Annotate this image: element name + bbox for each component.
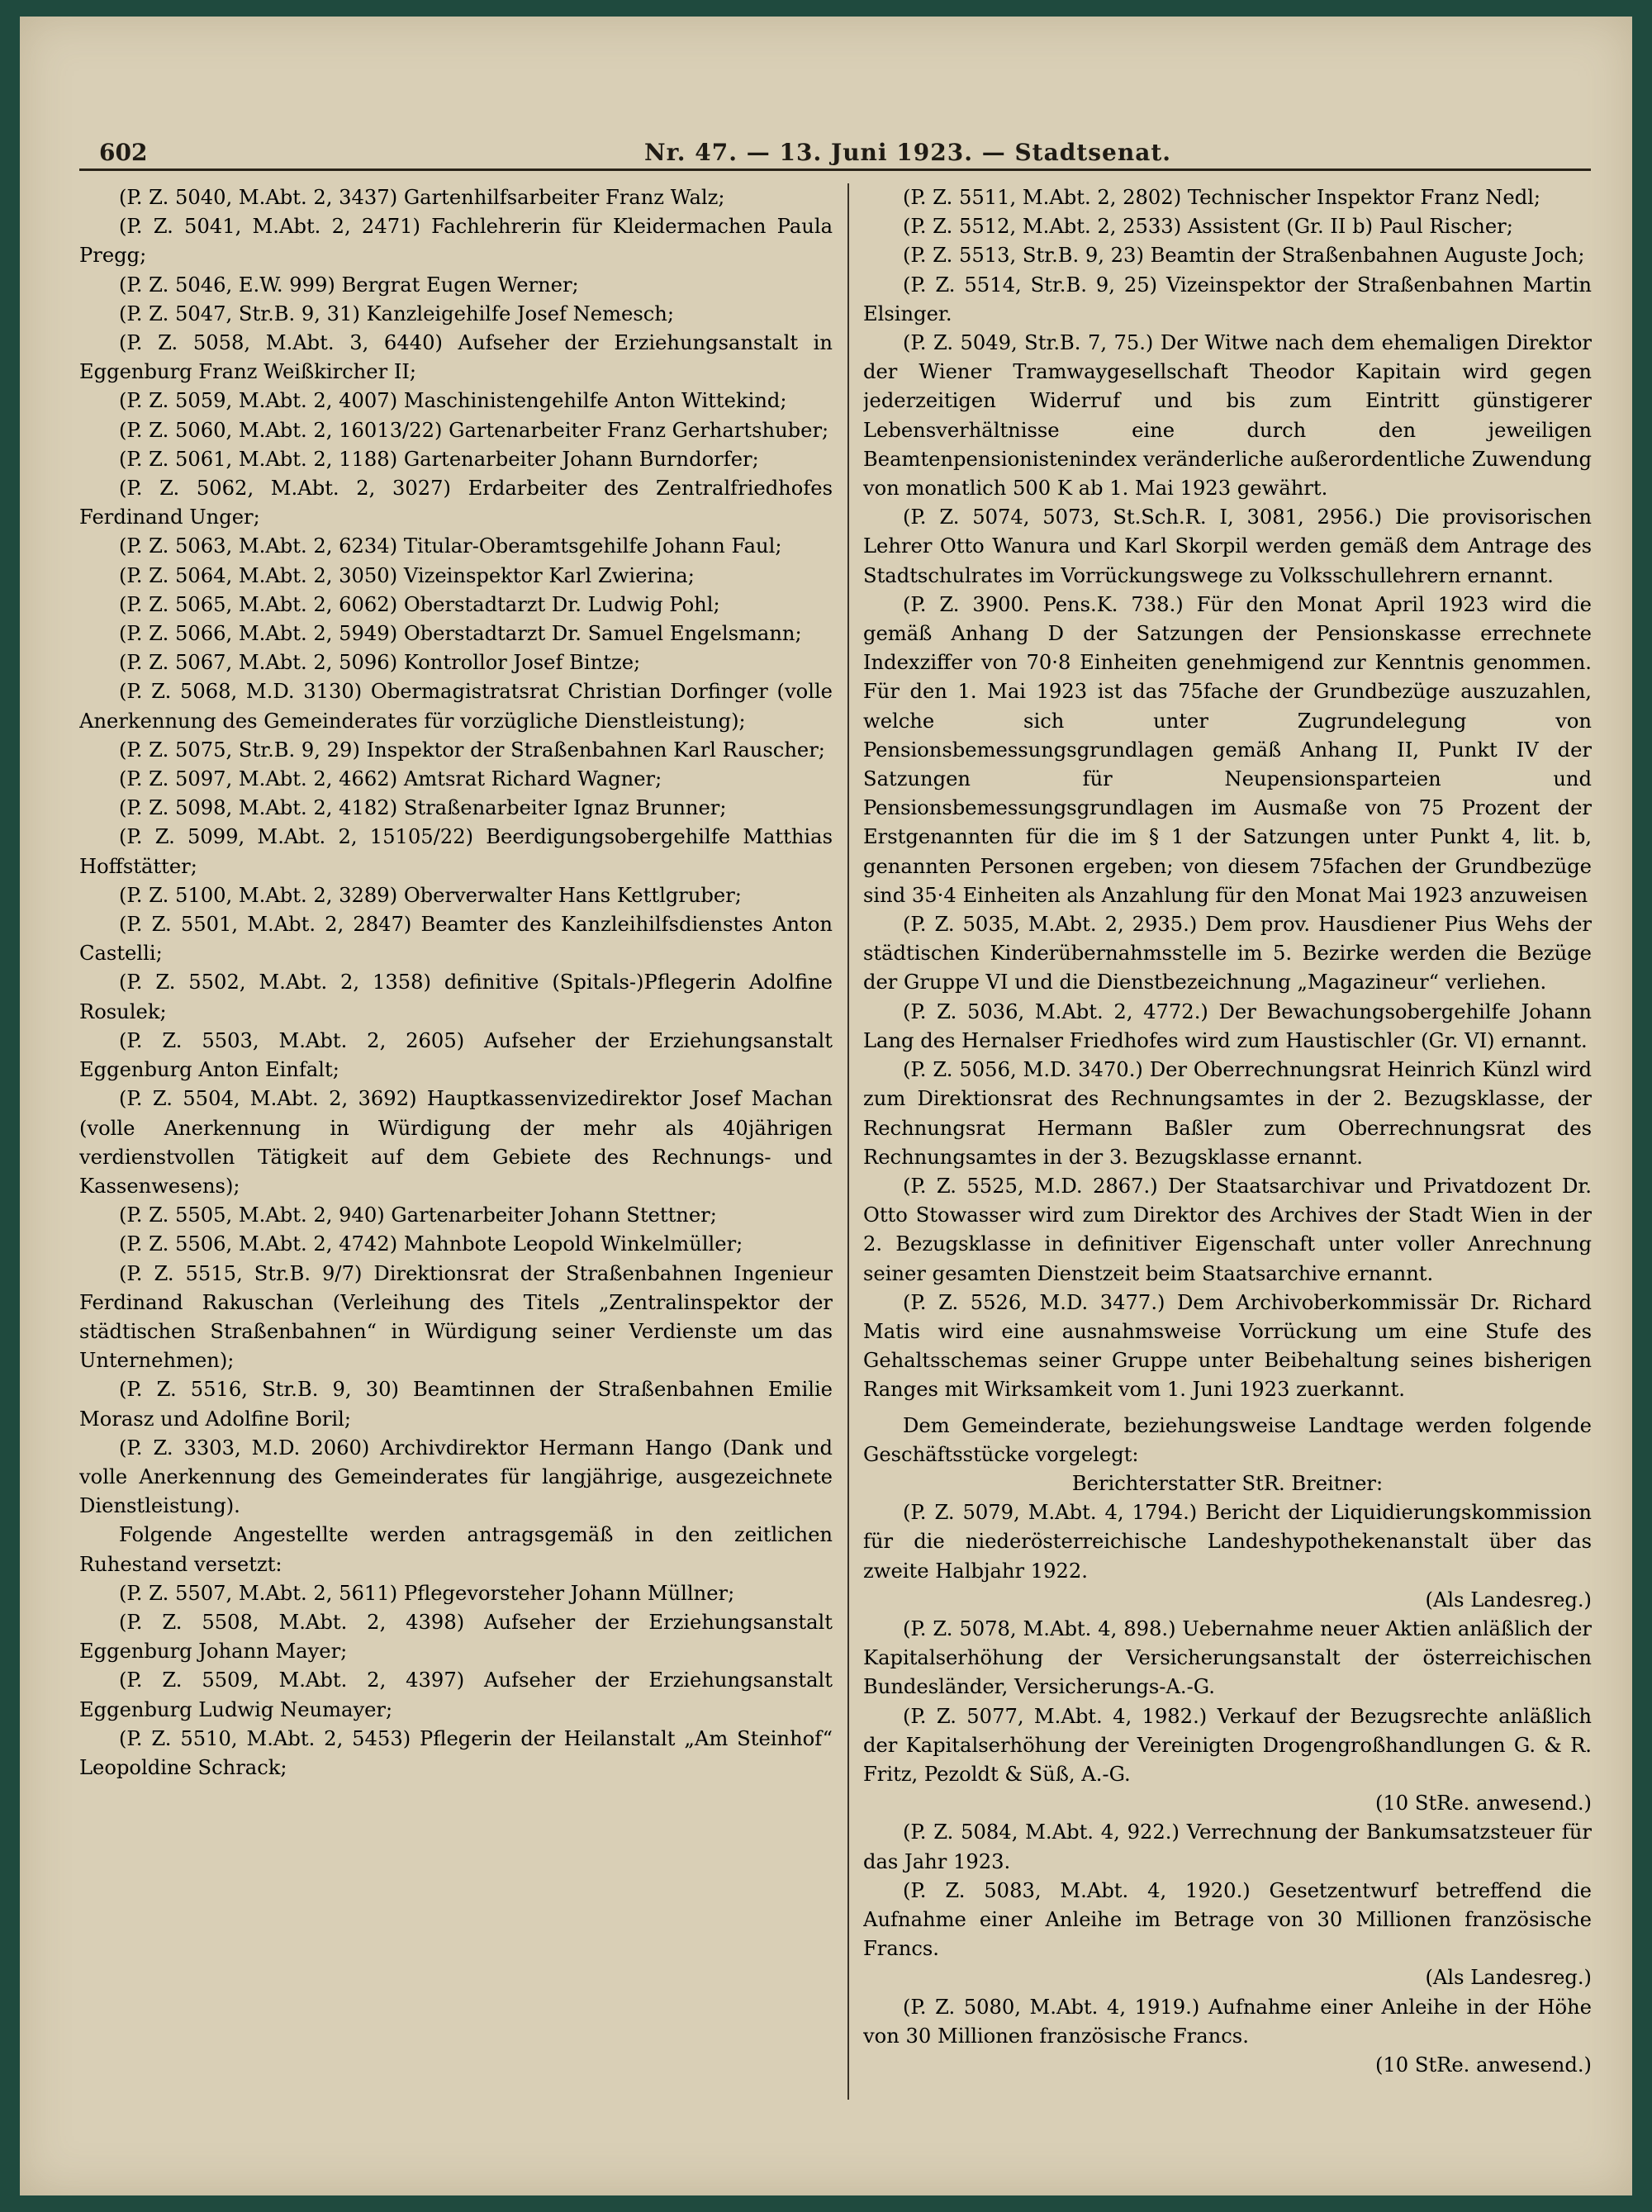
entry: (P. Z. 3303, M.D. 2060) Archivdirektor Hermann Hango (Dank und volle Anerkennung des Gemeinderates für langjährige, ausgezeichnete Dienstleistung). bbox=[79, 1436, 833, 1518]
right-column bbox=[863, 183, 1592, 2162]
entry: (P. Z. 5526, M.D. 3477.) Dem Archivoberkommissär Dr. Richard Matis wird eine ausnahmsweise Vorrückung um eine Stufe des Gehaltsschemas seiner Gruppe unter Beibehaltung seines bisherigen Ranges mit Wirksamkeit vom 1. Juni 1923 zuerkannt. bbox=[863, 1290, 1592, 1402]
entry: (P. Z. 5504, M.Abt. 2, 3692) Hauptkassenvizedirektor Josef Machan (volle Anerkennung in Würdigung der mehr als 40jährigen verdienstvollen Tätigkeit auf dem Gebiete des Rechnungs- und Kassenwesens); bbox=[79, 1087, 833, 1198]
council-item: (P. Z. 5078, M.Abt. 4, 898.) Uebernahme neuer Aktien anläßlich der Kapitalserhöhung der Versicherungsanstalt der österreichischen Bundesländer, Versicherungs-A.-G. bbox=[863, 1616, 1592, 1699]
entry: (P. Z. 5049, Str.B. 7, 75.) Der Witwe nach dem ehemaligen Direktor der Wiener Tramwaygesellschaft Theodor Kapitain wird gegen jederzeitigen Widerruf und bis zum Eintritt günstigerer Lebensverhältnisse eine durch den jeweiligen Beamtenpensionistenindex veränderliche außerordentliche Zuwendung von monatlich 500 K ab 1. Mai 1923 gewährt. bbox=[863, 331, 1592, 501]
council-item-note: (Als Landesreg.) bbox=[1425, 1966, 1592, 1990]
entry: (P. Z. 5062, M.Abt. 2, 3027) Erdarbeiter des Zentralfriedhofes Ferdinand Unger; bbox=[79, 477, 833, 529]
council-item-note: (Als Landesreg.) bbox=[1425, 1588, 1592, 1612]
entry: (P. Z. 5512, M.Abt. 2, 2533) Assistent (Gr. II b) Paul Rischer; bbox=[903, 215, 1513, 239]
retirement-intro: Folgende Angestellte werden antragsgemäß in den zeitlichen Ruhestand versetzt: bbox=[79, 1523, 833, 1576]
council-item-note: (10 StRe. anwesend.) bbox=[1374, 1792, 1592, 1816]
entry: (P. Z. 5047, Str.B. 9, 31) Kanzleigehilfe Josef Nemesch; bbox=[119, 301, 675, 325]
entry: (P. Z. 5061, M.Abt. 2, 1188) Gartenarbeiter Johann Burndorfer; bbox=[119, 447, 759, 471]
entry: (P. Z. 5502, M.Abt. 2, 1358) definitive (Spitals-)Pflegerin Adolfine Rosulek; bbox=[79, 971, 833, 1023]
entry: (P. Z. 5515, Str.B. 9/7) Direktionsrat der Straßenbahnen Ingenieur Ferdinand Rakuschan (Verleihung des Titels „Zentralinspektor der städtischen Straßenbahnen“ in Würdigung seiner Verdienste um das Unternehmen); bbox=[79, 1261, 833, 1373]
entry: (P. Z. 5097, M.Abt. 2, 4662) Amtsrat Richard Wagner; bbox=[119, 767, 662, 791]
entry: (P. Z. 5035, M.Abt. 2, 2935.) Dem prov. Hausdiener Pius Wehs der städtischen Kinderübernahmsstelle im 5. Bezirke werden die Bezüge der Gruppe VI und die Dienstbezeichnung „Magazineur“ verliehen. bbox=[863, 913, 1592, 994]
entry: (P. Z. 5041, M.Abt. 2, 2471) Fachlehrerin für Kleidermachen Paula Pregg; bbox=[79, 215, 833, 268]
entry: (P. Z. 5058, M.Abt. 3, 6440) Aufseher der Erziehungsanstalt in Eggenburg Franz Weißkircher II; bbox=[79, 331, 833, 384]
entry: (P. Z. 5510, M.Abt. 2, 5453) Pflegerin der Heilanstalt „Am Steinhof“ Leopoldine Schrack; bbox=[79, 1726, 833, 1779]
entry: (P. Z. 5074, 5073, St.Sch.R. I, 3081, 2956.) Die provisorischen Lehrer Otto Wanura und Karl Skorpil werden gemäß dem Antrage des Stadtschulrates im Vorrückungswege zu Volksschullehrern ernannt. bbox=[863, 506, 1592, 587]
entry: (P. Z. 3900. Pens.K. 738.) Für den Monat April 1923 wird die gemäß Anhang D der Satzungen der Pensionskasse errechnete Indexziffer von 70·8 Einheiten genehmigend zur Kenntnis genommen. Für den 1. Mai 1923 ist das 75fache der Grundbezüge auszuzahlen, welche sich unter Zugrundelegung von Pensionsbemessungsgrundlagen gemäß Anhang II, Punkt IV der Satzungen für Neupensionsparteien und Pensionsbemessungsgrundlagen im Ausmaße von 75 Prozent der Erstgenannten für die im § 1 der Satzungen unter Punkt 4, lit. b, genannten Personen ergeben; von diesem 75fachen der Grundbezüge sind 35·4 Einheiten als Anzahlung für den Monat Mai 1923 anzuweisen bbox=[863, 592, 1592, 907]
entry: (P. Z. 5068, M.D. 3130) Obermagistratsrat Christian Dorfinger (volle Anerkennung des Gemeinderates für vorzügliche Dienstleistung); bbox=[79, 680, 833, 733]
entry: (P. Z. 5513, Str.B. 9, 23) Beamtin der Straßenbahnen Auguste Joch; bbox=[903, 244, 1585, 268]
entry: (P. Z. 5063, M.Abt. 2, 6234) Titular-Oberamtsgehilfe Johann Faul; bbox=[119, 534, 782, 558]
entry: (P. Z. 5516, Str.B. 9, 30) Beamtinnen der Straßenbahnen Emilie Morasz und Adolfine Boril; bbox=[79, 1378, 833, 1431]
entry: (P. Z. 5067, M.Abt. 2, 5096) Kontrollor Josef Bintze; bbox=[119, 651, 641, 675]
entry: (P. Z. 5046, E.W. 999) Bergrat Eugen Werner; bbox=[119, 273, 579, 297]
entry: (P. Z. 5514, Str.B. 9, 25) Vizeinspektor der Straßenbahnen Martin Elsinger. bbox=[863, 273, 1592, 325]
council-item: (P. Z. 5079, M.Abt. 4, 1794.) Bericht der Liquidierungskommission für die niederösterreichische Landeshypothekenanstalt über das zweite Halbjahr 1922. bbox=[863, 1501, 1592, 1583]
entry: (P. Z. 5036, M.Abt. 2, 4772.) Der Bewachungsobergehilfe Johann Lang des Hernalser Friedhofes wird zum Haustischler (Gr. VI) ernannt. bbox=[863, 999, 1592, 1052]
entry: (P. Z. 5040, M.Abt. 2, 3437) Gartenhilfsarbeiter Franz Walz; bbox=[119, 186, 725, 209]
left-column bbox=[79, 183, 833, 2162]
entry: (P. Z. 5525, M.D. 2867.) Der Staatsarchivar und Privatdozent Dr. Otto Stowasser wird zum Direktor des Archives der Stadt Wien in der 2. Bezugsklasse in definitiver Eigenschaft unter voller Anrechnung seiner gesamten Dienstzeit beim Staatsarchive ernannt. bbox=[863, 1174, 1592, 1285]
entry: (P. Z. 5059, M.Abt. 2, 4007) Maschinistengehilfe Anton Wittekind; bbox=[119, 389, 787, 413]
council-item: (P. Z. 5080, M.Abt. 4, 1919.) Aufnahme einer Anleihe in der Höhe von 30 Millionen französische Francs. bbox=[863, 1995, 1592, 2048]
council-item: (P. Z. 5083, M.Abt. 4, 1920.) Gesetzentwurf betreffend die Aufnahme einer Anleihe im Betrage von 30 Millionen französische Francs. bbox=[863, 1878, 1592, 1961]
entry: (P. Z. 5507, M.Abt. 2, 5611) Pflegevorsteher Johann Müllner; bbox=[119, 1581, 735, 1605]
entry: (P. Z. 5506, M.Abt. 2, 4742) Mahnbote Leopold Winkelmüller; bbox=[119, 1232, 743, 1256]
reporter-heading: Berichterstatter StR. Breitner: bbox=[1071, 1471, 1384, 1495]
entry: (P. Z. 5509, M.Abt. 2, 4397) Aufseher der Erziehungsanstalt Eggenburg Ludwig Neumayer; bbox=[79, 1668, 833, 1721]
entry: (P. Z. 5100, M.Abt. 2, 3289) Oberverwalter Hans Kettlgruber; bbox=[119, 883, 742, 907]
entry: (P. Z. 5066, M.Abt. 2, 5949) Oberstadtarzt Dr. Samuel Engelsmann; bbox=[119, 622, 802, 646]
running-title: Nr. 47. — 13. Juni 1923. — Stadtsenat. bbox=[644, 139, 1172, 166]
entry: (P. Z. 5511, M.Abt. 2, 2802) Technischer Inspektor Franz Nedl; bbox=[903, 186, 1541, 209]
entry: (P. Z. 5503, M.Abt. 2, 2605) Aufseher der Erziehungsanstalt Eggenburg Anton Einfalt; bbox=[79, 1028, 833, 1082]
entry: (P. Z. 5065, M.Abt. 2, 6062) Oberstadtarzt Dr. Ludwig Pohl; bbox=[119, 592, 720, 616]
council-item: (P. Z. 5077, M.Abt. 4, 1982.) Verkauf der Bezugsrechte anläßlich der Kapitalserhöhung der Vereinigten Drogengroßhandlungen G. & R. Fritz, Pezoldt & Süß, A.-G. bbox=[863, 1704, 1592, 1786]
entry: (P. Z. 5060, M.Abt. 2, 16013/22) Gartenarbeiter Franz Gerhartshuber; bbox=[119, 418, 829, 442]
header-rule bbox=[79, 169, 1591, 171]
entry: (P. Z. 5098, M.Abt. 2, 4182) Straßenarbeiter Ignaz Brunner; bbox=[119, 796, 727, 820]
entry: (P. Z. 5064, M.Abt. 2, 3050) Vizeinspektor Karl Zwierina; bbox=[119, 563, 695, 587]
entry: (P. Z. 5501, M.Abt. 2, 2847) Beamter des Kanzleihilfsdienstes Anton Castelli; bbox=[79, 913, 833, 966]
entry: (P. Z. 5075, Str.B. 9, 29) Inspektor der Straßenbahnen Karl Rauscher; bbox=[119, 738, 825, 762]
entry: (P. Z. 5056, M.D. 3470.) Der Oberrechnungsrat Heinrich Künzl wird zum Direktionsrat des Rechnungsamtes in der 2. Bezugsklasse, der Rechnungsrat Hermann Baßler zum Oberrechnungsrat des Rechnungsamtes in der 3. Bezugsklasse ernannt. bbox=[863, 1058, 1592, 1169]
council-intro: Dem Gemeinderate, beziehungsweise Landtage werden folgende Geschäftsstücke vorgelegt: bbox=[863, 1413, 1592, 1466]
entry: (P. Z. 5505, M.Abt. 2, 940) Gartenarbeiter Johann Stettner; bbox=[119, 1203, 717, 1227]
entry: (P. Z. 5099, M.Abt. 2, 15105/22) Beerdigungsobergehilfe Matthias Hoffstätter; bbox=[79, 825, 833, 878]
council-item-note: (10 StRe. anwesend.) bbox=[1374, 2053, 1592, 2077]
entry: (P. Z. 5508, M.Abt. 2, 4398) Aufseher der Erziehungsanstalt Eggenburg Johann Mayer; bbox=[79, 1610, 833, 1664]
column-divider bbox=[847, 183, 849, 2100]
council-item: (P. Z. 5084, M.Abt. 4, 922.) Verrechnung der Bankumsatzsteuer für das Jahr 1923. bbox=[863, 1820, 1592, 1873]
page-number: 602 bbox=[99, 139, 148, 166]
